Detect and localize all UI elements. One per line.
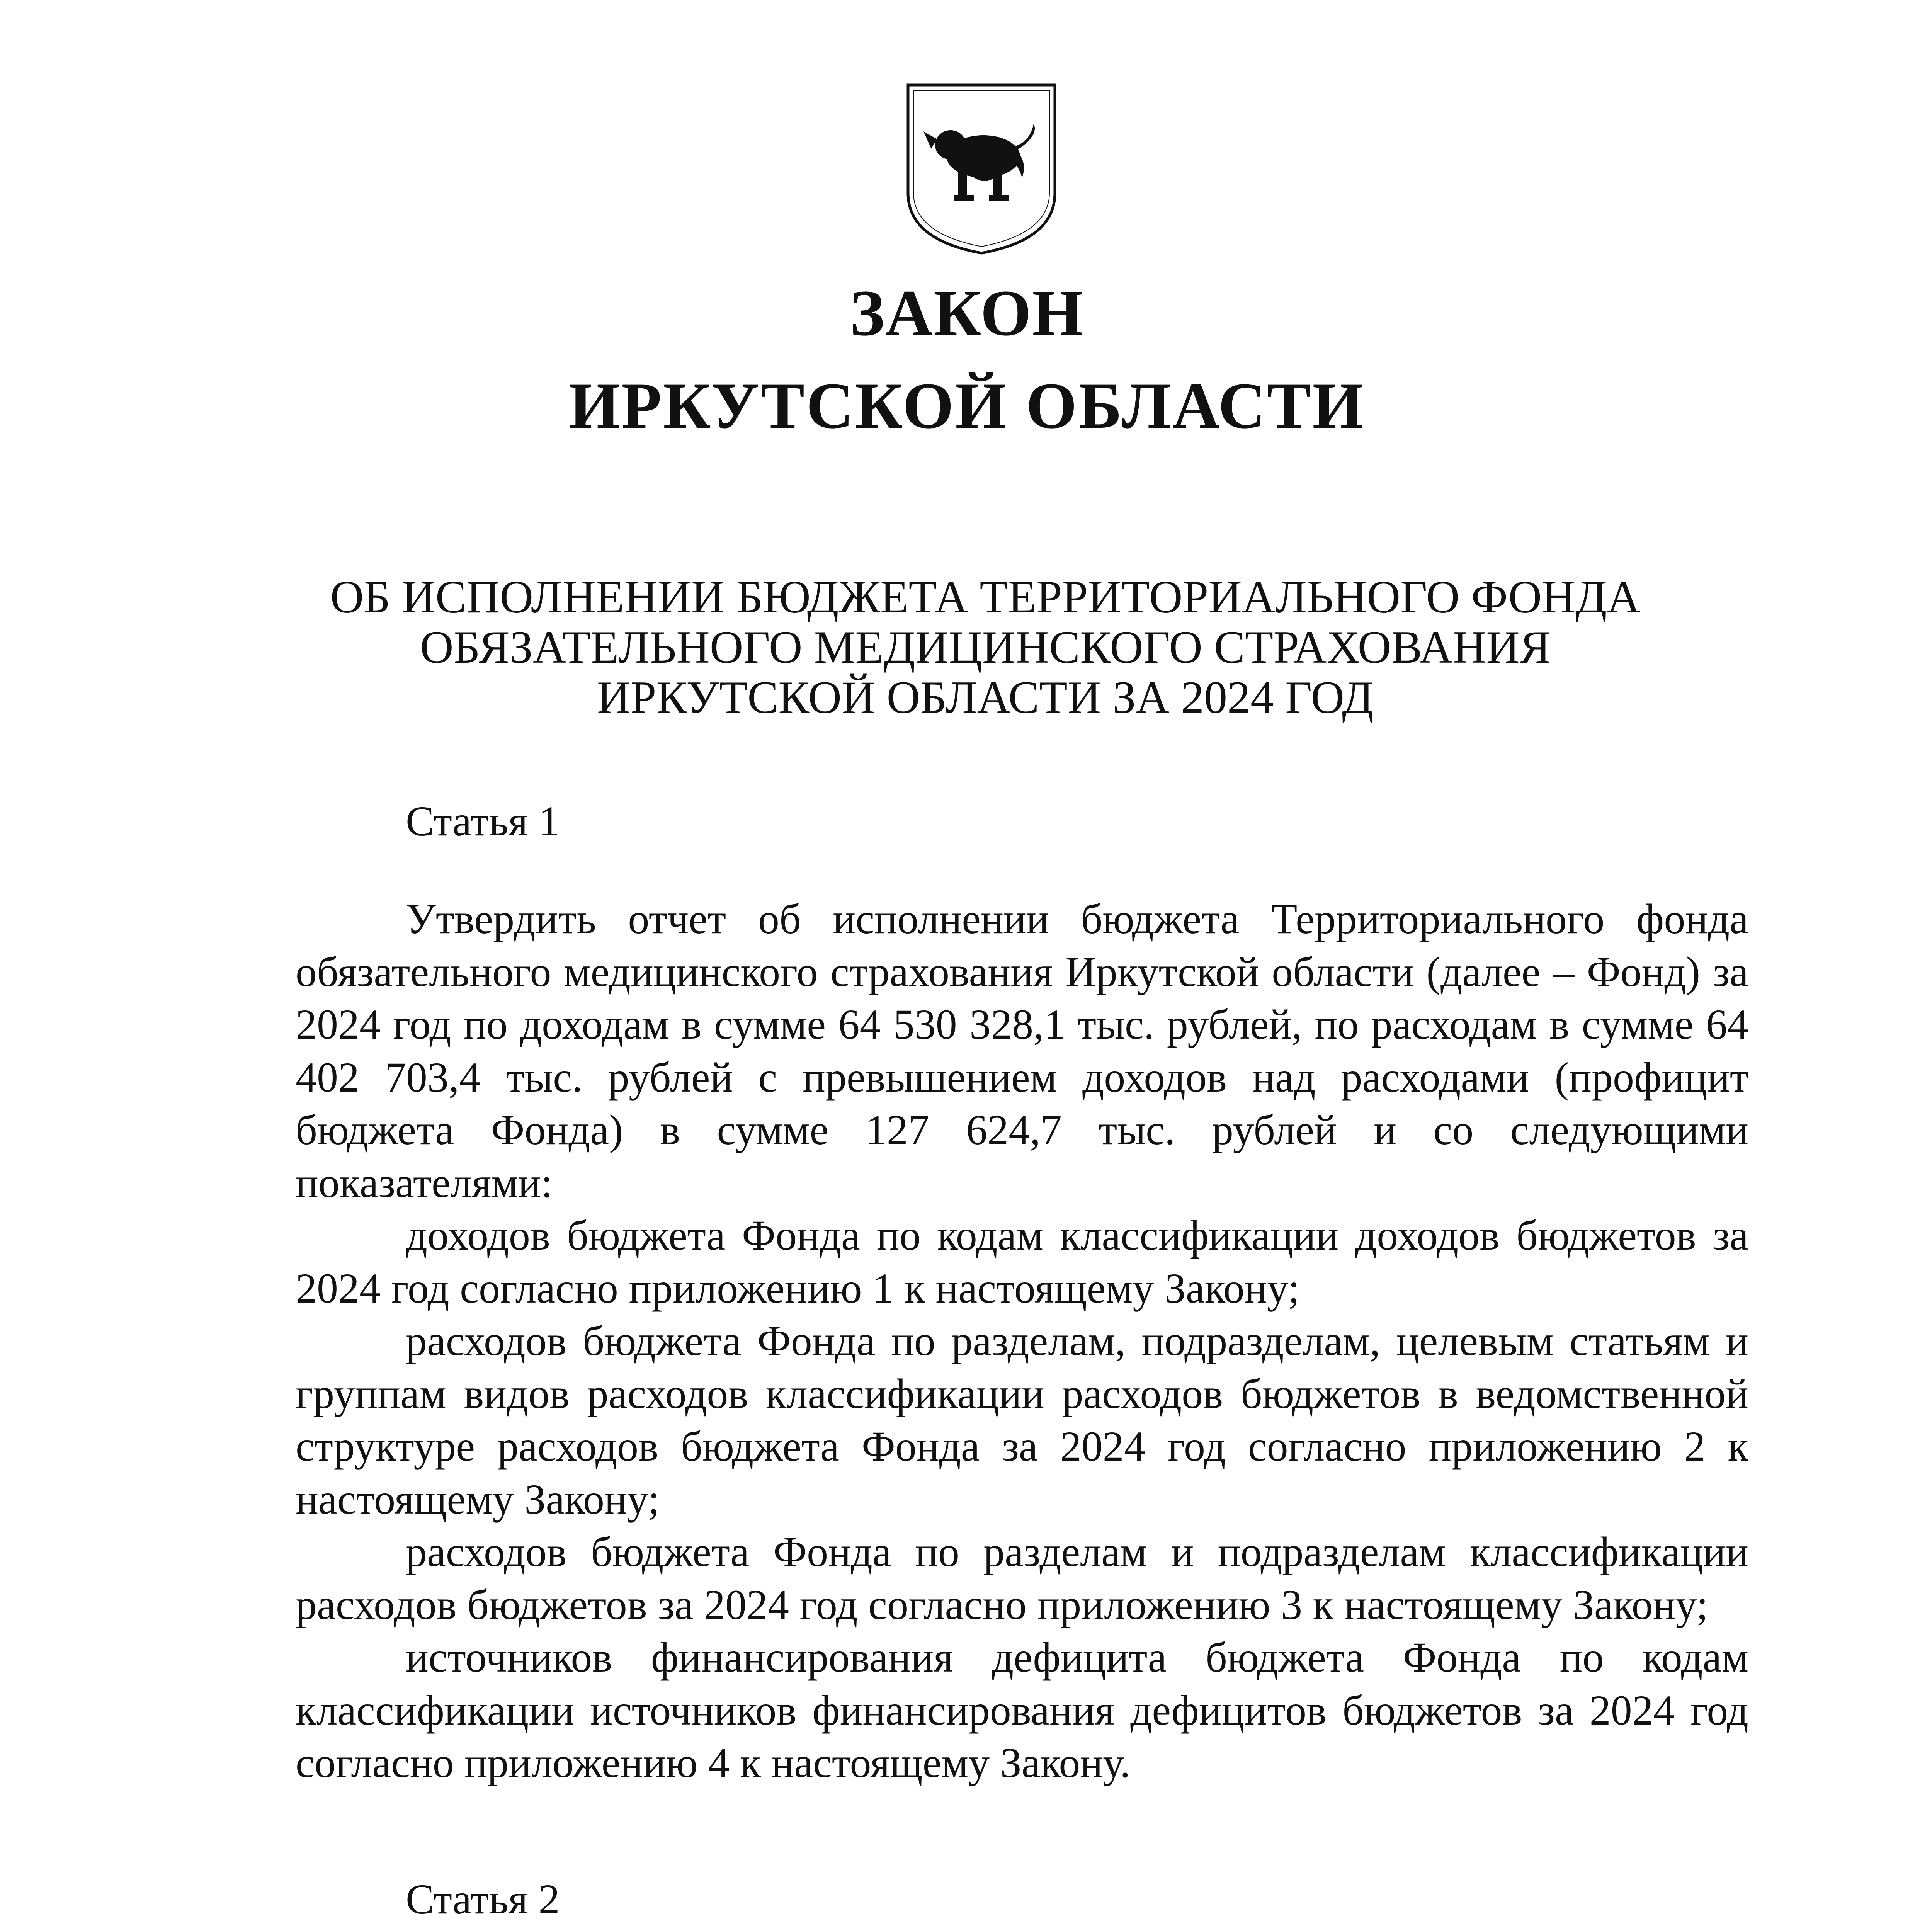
article-1-body [296, 893, 1748, 1789]
paragraph: Утвердить отчет об исполнении бюджета Территориального фонда обязательного медицинского страхования Иркутской области (далее – Фонд) за 2024 год по доходам в сумме 64 530 328,1 тыс. рублей, по расходам в сумме 64 402 703,4 тыс. рублей с превышением доходов над расходами (профицит бюджета Фонда) в сумме 127 624,7 тыс. рублей и со следующими показателями: [296, 895, 1748, 1206]
document-title: ЗАКОН [850, 277, 1084, 349]
paragraph: расходов бюджета Фонда по разделам и подразделам классификации расходов бюджетов за 2024 год согласно приложению 3 к настоящему Закону; [296, 1528, 1748, 1628]
paragraph: расходов бюджета Фонда по разделам, подразделам, целевым статьям и группам видов расходов классификации расходов бюджетов в ведомственной структуре расходов бюджета Фонда за 2024 год согласно приложению 2 к настоящему Закону; [296, 1317, 1748, 1523]
article-1-heading: Статья 1 [406, 798, 560, 845]
paragraph: источников финансирования дефицита бюджета Фонда по кодам классификации источников финансирования дефицитов бюджетов за 2024 год согласно приложению 4 к настоящему Закону. [296, 1634, 1748, 1786]
document-subtitle-region: ИРКУТСКОЙ ОБЛАСТИ [569, 369, 1365, 442]
paragraph: доходов бюджета Фонда по кодам классификации доходов бюджетов за 2024 год согласно приложению 1 к настоящему Закону; [296, 1212, 1748, 1312]
article-2-heading: Статья 2 [406, 1876, 560, 1923]
coat-of-arms-icon [900, 77, 1063, 259]
law-name: ОБ ИСПОЛНЕНИИ БЮДЖЕТА ТЕРРИТОРИАЛЬНОГО ФОНДА ОБЯЗАТЕЛЬНОГО МЕДИЦИНСКОГО СТРАХОВАНИЯ ИРКУТСКОЙ ОБЛАСТИ ЗА 2024 ГОД [330, 571, 1641, 723]
